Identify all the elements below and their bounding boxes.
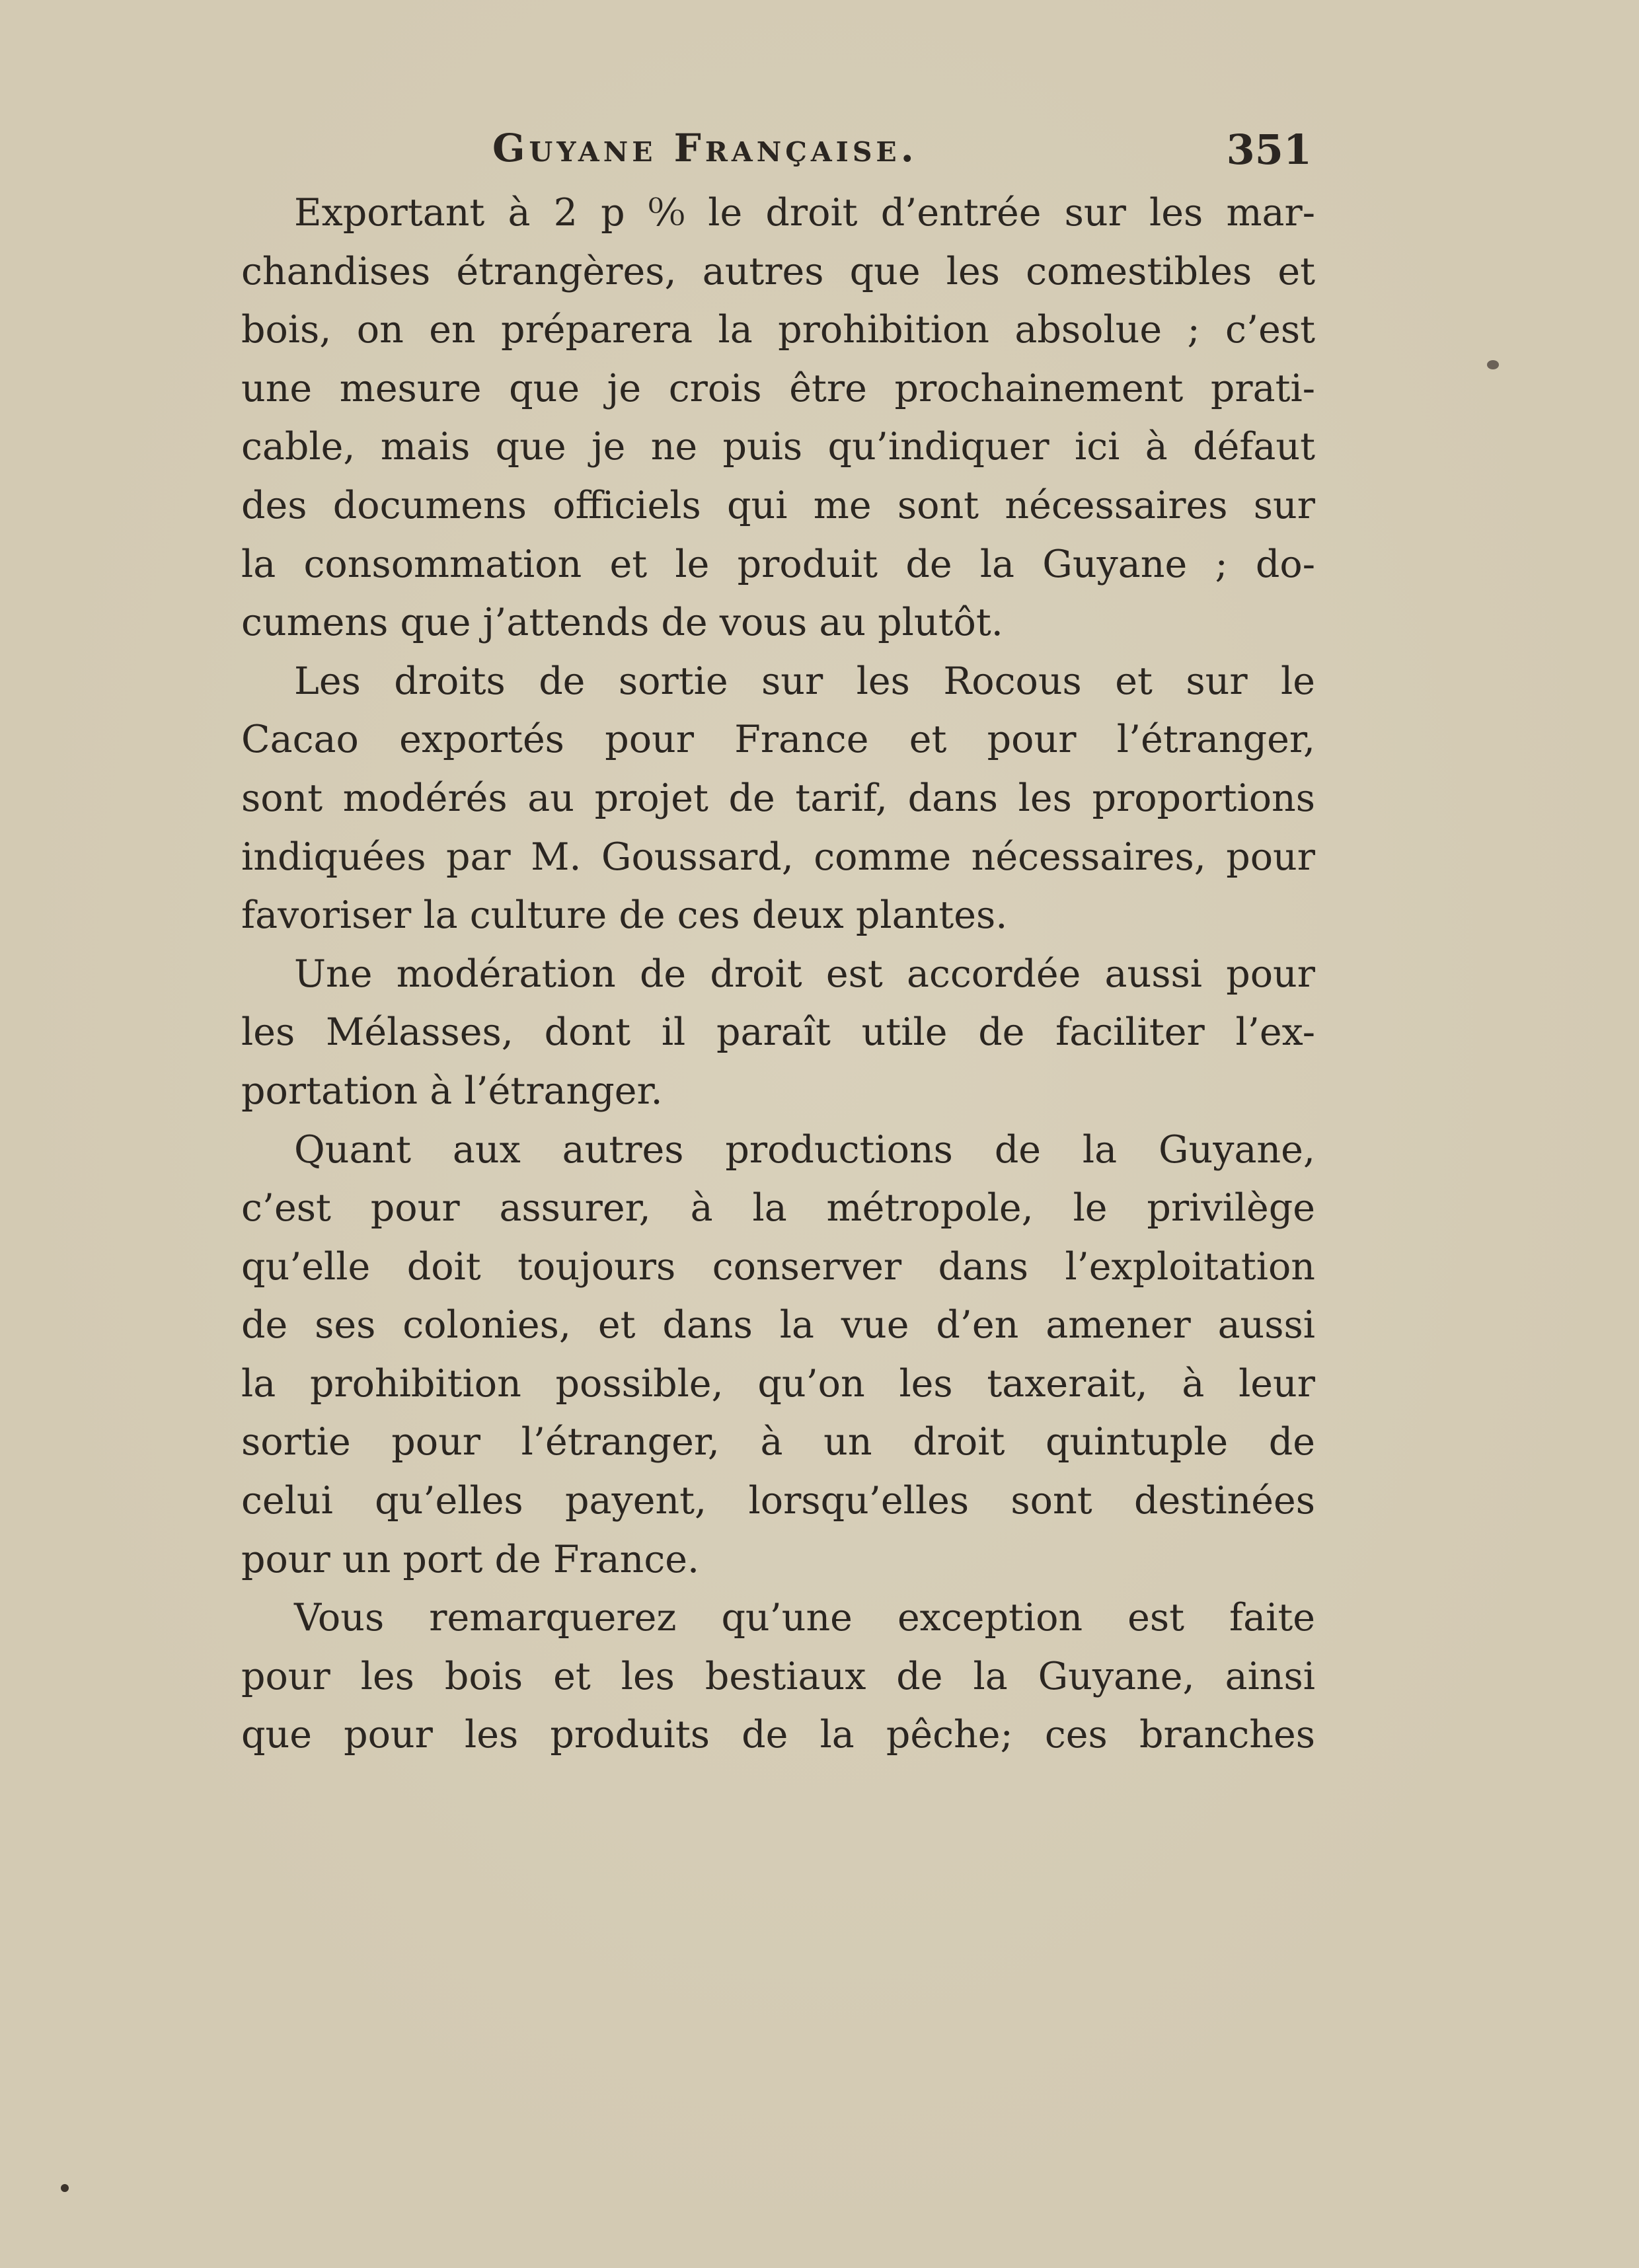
text-line: qu’elle doit toujours conserver dans l’exploitation [241,1244,1315,1289]
text-line: c’est pour assurer, à la métropole, le privilège [241,1186,1315,1230]
text-line: des documens officiels qui me sont nécessaires sur [241,483,1315,527]
paragraph [241,184,1315,652]
paragraph [241,652,1315,945]
text-line: Les droits de sortie sur les Rocous et sur le [294,659,1315,703]
text-line: pour les bois et les bestiaux de la Guyane, ainsi [241,1654,1315,1698]
text-line: indiquées par M. Goussard, comme nécessaires, pour [241,835,1315,879]
text-line: que pour les produits de la pêche; ces branches [241,1713,1315,1757]
paragraph [241,1121,1315,1589]
text-line: pour un port de France. [241,1537,700,1581]
running-header [492,126,1312,178]
text-line: Vous remarquerez qu’une exception est faite [294,1596,1315,1640]
text-line: cable, mais que je ne puis qu’indiquer ici à défaut [241,425,1315,469]
text-line: la prohibition possible, qu’on les taxerait, à leur [241,1361,1315,1406]
text-line: celui qu’elles payent, lorsqu’elles sont destinées [241,1479,1315,1523]
paragraph [241,945,1315,1121]
running-title: Guyane Française. [492,126,918,170]
paper-speck [61,2184,69,2192]
text-line: chandises étrangères, autres que les comestibles et [241,249,1315,293]
text-line: favoriser la culture de ces deux plantes. [241,893,1008,938]
text-line: les Mélasses, dont il paraît utile de faciliter l’ex- [241,1010,1315,1055]
text-line: Une modération de droit est accordée aussi pour [294,952,1315,996]
text-line: cumens que j’attends de vous au plutôt. [241,601,1003,645]
text-line: une mesure que je crois être prochainement prati- [241,366,1315,410]
text-line: Cacao exportés pour France et pour l’étranger, [241,718,1315,762]
page-number: 351 [1226,126,1312,174]
body-text [241,184,1315,1764]
text-line: Exportant à 2 p ⁰⁄₀ le droit d’entrée sur les mar- [294,191,1315,235]
text-line: la consommation et le produit de la Guyane ; do- [241,542,1315,586]
text-line: portation à l’étranger. [241,1069,663,1113]
paper-speck [1487,360,1499,369]
text-line: sont modérés au projet de tarif, dans les proportions [241,776,1315,820]
text-line: sortie pour l’étranger, à un droit quintuple de [241,1420,1315,1464]
text-line: de ses colonies, et dans la vue d’en amener aussi [241,1303,1315,1347]
paragraph [241,1589,1315,1764]
text-line: Quant aux autres productions de la Guyane, [294,1127,1315,1172]
text-line: bois, on en préparera la prohibition absolue ; c’est [241,308,1315,352]
